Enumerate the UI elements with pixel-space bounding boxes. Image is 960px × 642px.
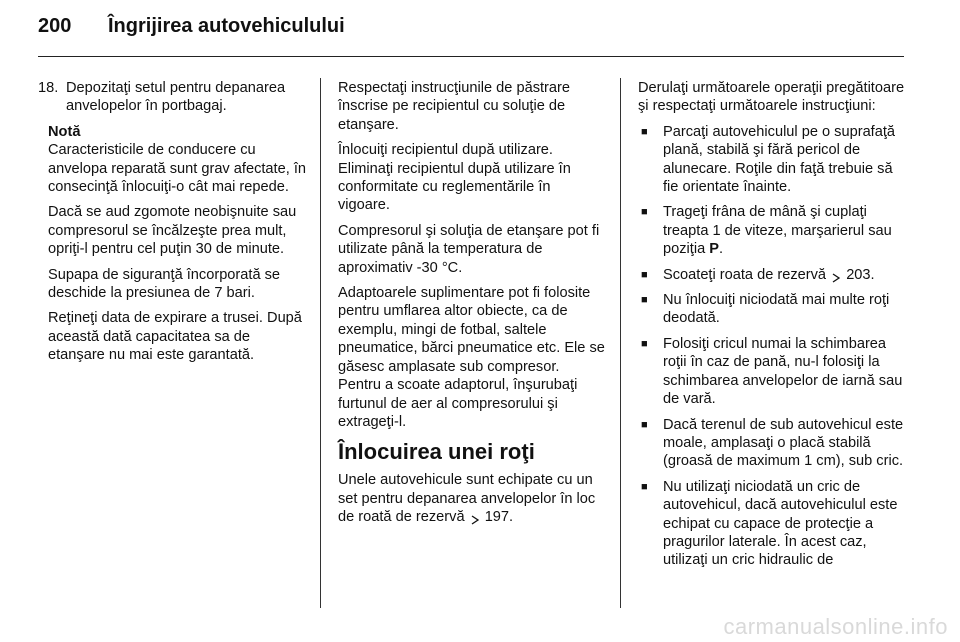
column-2 (338, 79, 606, 534)
paragraph: Înlocuiţi recipientul după utilizare. Eliminaţi recipientul după utilizare în conformitate cu reglementările în vigoare. (338, 142, 571, 214)
page-header (38, 15, 345, 47)
list-item-text: Nu utilizaţi niciodată un cric de autovehicul, dacă autovehiculul este echipat cu capace de protecţie a pragurilor laterale. În acest caz, utilizaţi un cric hidraulic de (663, 478, 898, 569)
note-block (38, 123, 306, 365)
bullet-icon: ■ (641, 125, 648, 138)
page-reference-link[interactable]: 197. (484, 509, 514, 526)
list-item-text-wrap (663, 203, 906, 258)
list-item-text: Parcaţi autovehiculul pe o suprafaţă plană, stabilă şi fără pericol de alunecare. Roţile din faţă trebuie să fie orientate înainte. (663, 123, 896, 196)
list-item (638, 266, 906, 284)
header-divider (38, 56, 904, 57)
paragraph: Respectaţi instrucţiunile de păstrare înscrise pe recipientul cu soluţie de etanşare. (338, 80, 570, 133)
note-paragraph: Supapa de siguranţă încorporată se deschide la presiunea de 7 bari. (48, 266, 281, 302)
section-heading: Înlocuirea unei roţi (338, 439, 535, 465)
page-reference-arrow-icon (831, 270, 841, 280)
intro-paragraph: Derulaţi următoarele operaţii pregătitoare şi respectaţi următoarele instrucţiuni: (638, 80, 905, 115)
list-item (638, 203, 906, 258)
list-item (638, 291, 906, 328)
page-number: 200 (38, 15, 72, 37)
step-text: Depozitaţi setul pentru depanarea anvelopelor în portbagaj. (66, 80, 286, 115)
step-18 (38, 79, 306, 116)
intro-text: Unele autovehicule sunt echipate cu un set pentru depanarea anvelopelor în loc de roată de rezervă (338, 472, 596, 526)
page-reference-link[interactable]: 203. (846, 266, 875, 283)
list-item (638, 123, 906, 197)
step-number: 18. (38, 80, 59, 96)
list-item (638, 416, 906, 471)
list-item-text: Trageţi frâna de mână şi cuplaţi treapta 1 de viteze, marşarierul sau poziţia (663, 204, 892, 258)
note-paragraph: Caracteristicile de conducere cu anvelopa reparată sunt grav afectate, în consecinţă înlocuiţi-o cât mai repede. (48, 142, 306, 196)
paragraph: Compresorul şi soluţia de etanşare pot fi utilizate până la temperatura de aproximativ -30 °C. (338, 222, 600, 276)
column-3 (638, 79, 906, 577)
intro-paragraph (338, 471, 606, 526)
note-paragraph: Dacă se aud zgomote neobişnuite sau compresorul se încălzeşte prea mult, opriţi-l pentru cel puţin 30 de minute. (48, 204, 297, 258)
watermark: carmanualsonline.info (723, 614, 948, 639)
note-paragraph: Reţineţi data de expirare a trusei. După această dată capacitatea sa de etanşare nu mai este garantată. (48, 310, 302, 364)
column-1 (38, 79, 306, 372)
bullet-icon: ■ (641, 418, 648, 431)
list-item (638, 478, 906, 570)
list-item-text: Folosiţi cricul numai la schimbarea roţii în caz de pană, nu-l folosiţi la schimbarea anvelopelor de iarnă sau de vară. (663, 335, 903, 408)
list-item-text: Dacă terenul de sub autovehicul este moale, amplasaţi o placă stabilă (groasă de maximum 1 cm), sub cric. (663, 416, 904, 470)
bullet-icon: ■ (641, 480, 648, 493)
column-divider-2 (620, 78, 621, 608)
gear-position-p: P (709, 241, 719, 258)
list-item-text: Scoateţi roata de rezervă (663, 266, 827, 283)
list-item-text-wrap (663, 266, 875, 284)
column-divider-1 (320, 78, 321, 608)
bullet-icon: ■ (641, 294, 648, 307)
list-item (638, 335, 906, 409)
bullet-icon: ■ (641, 268, 648, 281)
bullet-icon: ■ (641, 206, 648, 219)
note-title: Notă (48, 123, 81, 140)
paragraph: Adaptoarele suplimentare pot fi folosite pentru umflarea altor obiecte, ca de exemplu, mingi de fotbal, saltele pneumatice, bărci pneumatice etc. Ele se găsesc amplasate sub compresor. Pentru a scoate adaptorul, înşurubaţi furtunul de aer al compresorului şi extrageţi-l. (338, 285, 605, 430)
list-item-text: Nu înlocuiţi niciodată mai multe roţi deodată. (663, 292, 890, 327)
punctuation: . (718, 241, 724, 258)
bullet-icon: ■ (641, 337, 648, 350)
page-reference-arrow-icon (470, 512, 480, 522)
section-title: Îngrijirea autovehiculului (108, 15, 345, 37)
